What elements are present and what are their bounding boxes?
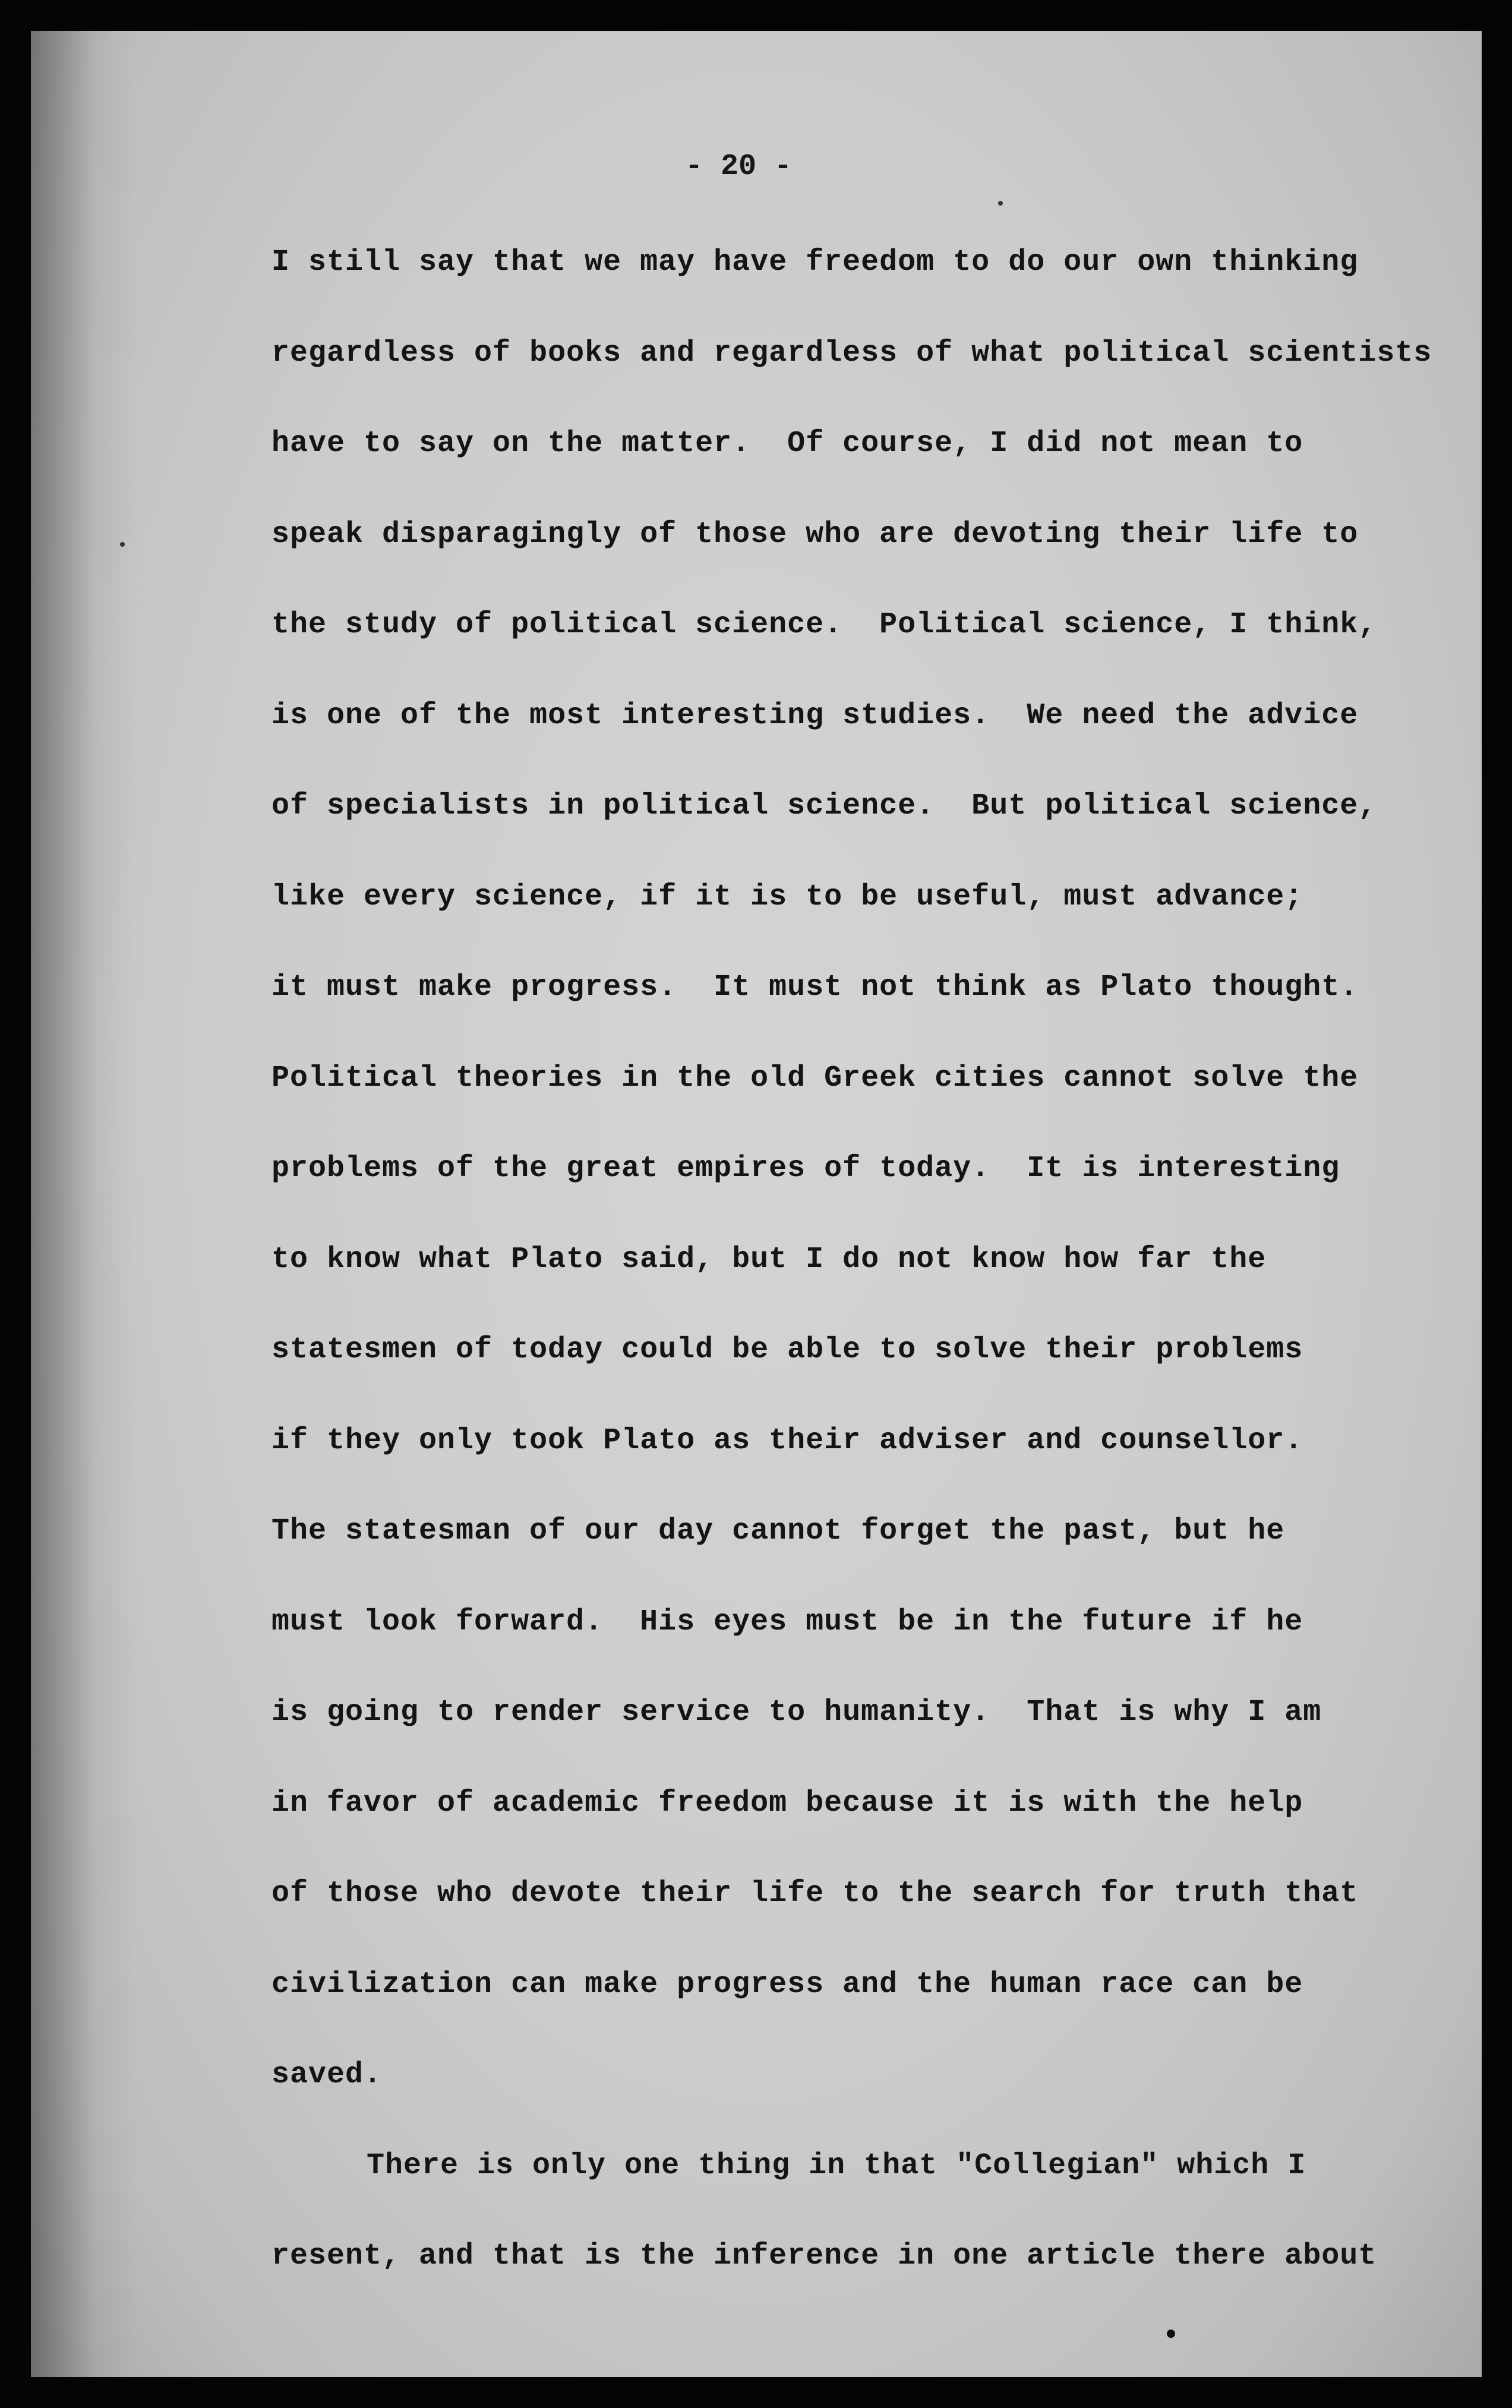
text-line-paragraph-start: There is only one thing in that "Collegian" which I [367, 2148, 1306, 2183]
ink-speck [998, 201, 1003, 206]
text-line: statesmen of today could be able to solve their problems [272, 1333, 1303, 1367]
text-line: civilization can make progress and the human race can be [272, 1967, 1303, 2002]
text-line: speak disparagingly of those who are devoting their life to [272, 517, 1359, 551]
text-line: in favor of academic freedom because it is with the help [272, 1786, 1303, 1820]
text-line: saved. [272, 2058, 383, 2092]
binding-shadow [31, 31, 138, 2377]
text-line: of specialists in political science. But political science, [272, 789, 1377, 823]
text-line: The statesman of our day cannot forget the past, but he [272, 1514, 1285, 1548]
body-text [272, 233, 1460, 2318]
page-number: - 20 - [684, 150, 793, 184]
text-line: must look forward. His eyes must be in the future if he [272, 1605, 1303, 1639]
text-line: is one of the most interesting studies. We need the advice [272, 698, 1359, 733]
text-line: to know what Plato said, but I do not know how far the [272, 1242, 1267, 1277]
ink-speck [1167, 2330, 1175, 2338]
text-line: resent, and that is the inference in one article there about [272, 2239, 1377, 2273]
typewritten-page [31, 31, 1482, 2377]
ink-speck [120, 542, 125, 547]
text-line: if they only took Plato as their adviser and counsellor. [272, 1423, 1303, 1458]
text-line: have to say on the matter. Of course, I did not mean to [272, 427, 1303, 461]
text-line: regardless of books and regardless of what political scientists [272, 336, 1432, 370]
text-line: problems of the great empires of today. It is interesting [272, 1152, 1340, 1186]
text-line: the study of political science. Political science, I think, [272, 608, 1377, 642]
text-line: of those who devote their life to the search for truth that [272, 1877, 1359, 1911]
text-line: is going to render service to humanity. That is why I am [272, 1695, 1322, 1729]
text-line: Political theories in the old Greek cities cannot solve the [272, 1061, 1359, 1095]
text-line: I still say that we may have freedom to do our own thinking [272, 245, 1359, 279]
text-line: like every science, if it is to be useful, must advance; [272, 880, 1303, 914]
text-line: it must make progress. It must not think as Plato thought. [272, 970, 1359, 1004]
